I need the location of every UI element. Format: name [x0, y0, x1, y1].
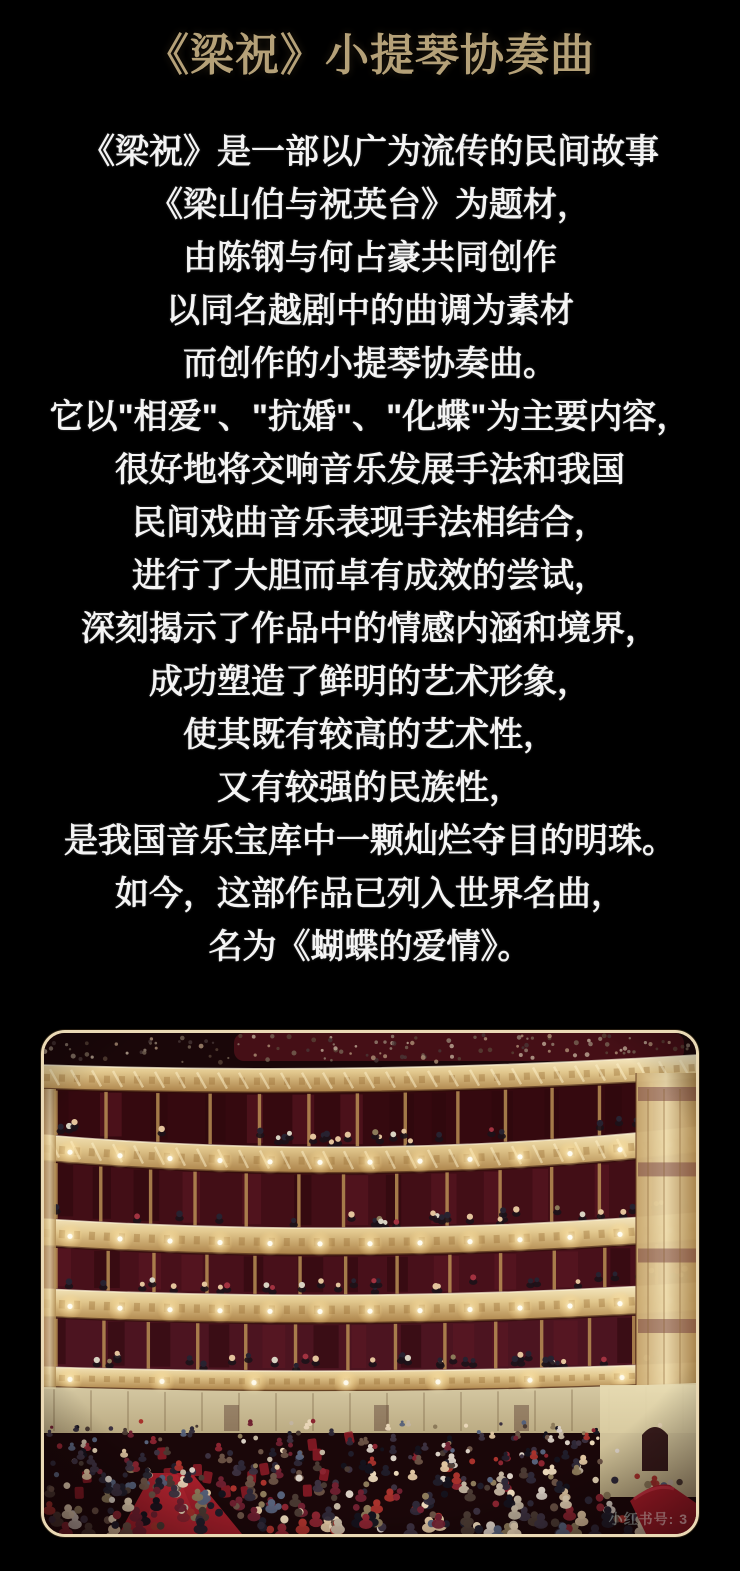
photo-watermark: 小红书号: 3 [608, 1511, 688, 1527]
article-line: 是我国音乐宝库中一颗灿烂夺目的明珠。 [64, 822, 676, 860]
article-line: 如今，这部作品已列入世界名曲， [115, 875, 625, 913]
article-line: 名为《蝴蝶的爱情》。 [208, 928, 532, 966]
article-line: 很好地将交响音乐发展手法和我国 [115, 451, 625, 489]
article-line: 它以"相爱"、"抗婚"、"化蝶"为主要内容， [49, 398, 691, 436]
article-line: 以同名越剧中的曲调为素材 [166, 292, 574, 330]
article-line: 使其既有较高的艺术性， [183, 716, 557, 754]
article [0, 126, 740, 974]
article-line: 进行了大胆而卓有成效的尝试， [132, 557, 608, 595]
article-line: 深刻揭示了作品中的情感内涵和境界， [81, 610, 659, 648]
opera-house-photo [41, 1030, 699, 1537]
article-line: 民间戏曲音乐表现手法相结合， [132, 504, 608, 542]
article-line: 成功塑造了鲜明的艺术形象， [149, 663, 591, 701]
opera-house-illustration [44, 1033, 696, 1534]
article-line: 而创作的小提琴协奏曲。 [183, 345, 557, 383]
article-line: 由陈钢与何占豪共同创作 [183, 239, 557, 277]
article-line: 又有较强的民族性， [217, 769, 523, 807]
article-line: 《梁山伯与祝英台》为题材， [149, 186, 591, 224]
page-title: 《梁祝》小提琴协奏曲 [145, 31, 595, 80]
article-line: 《梁祝》是一部以广为流传的民间故事 [81, 133, 659, 171]
